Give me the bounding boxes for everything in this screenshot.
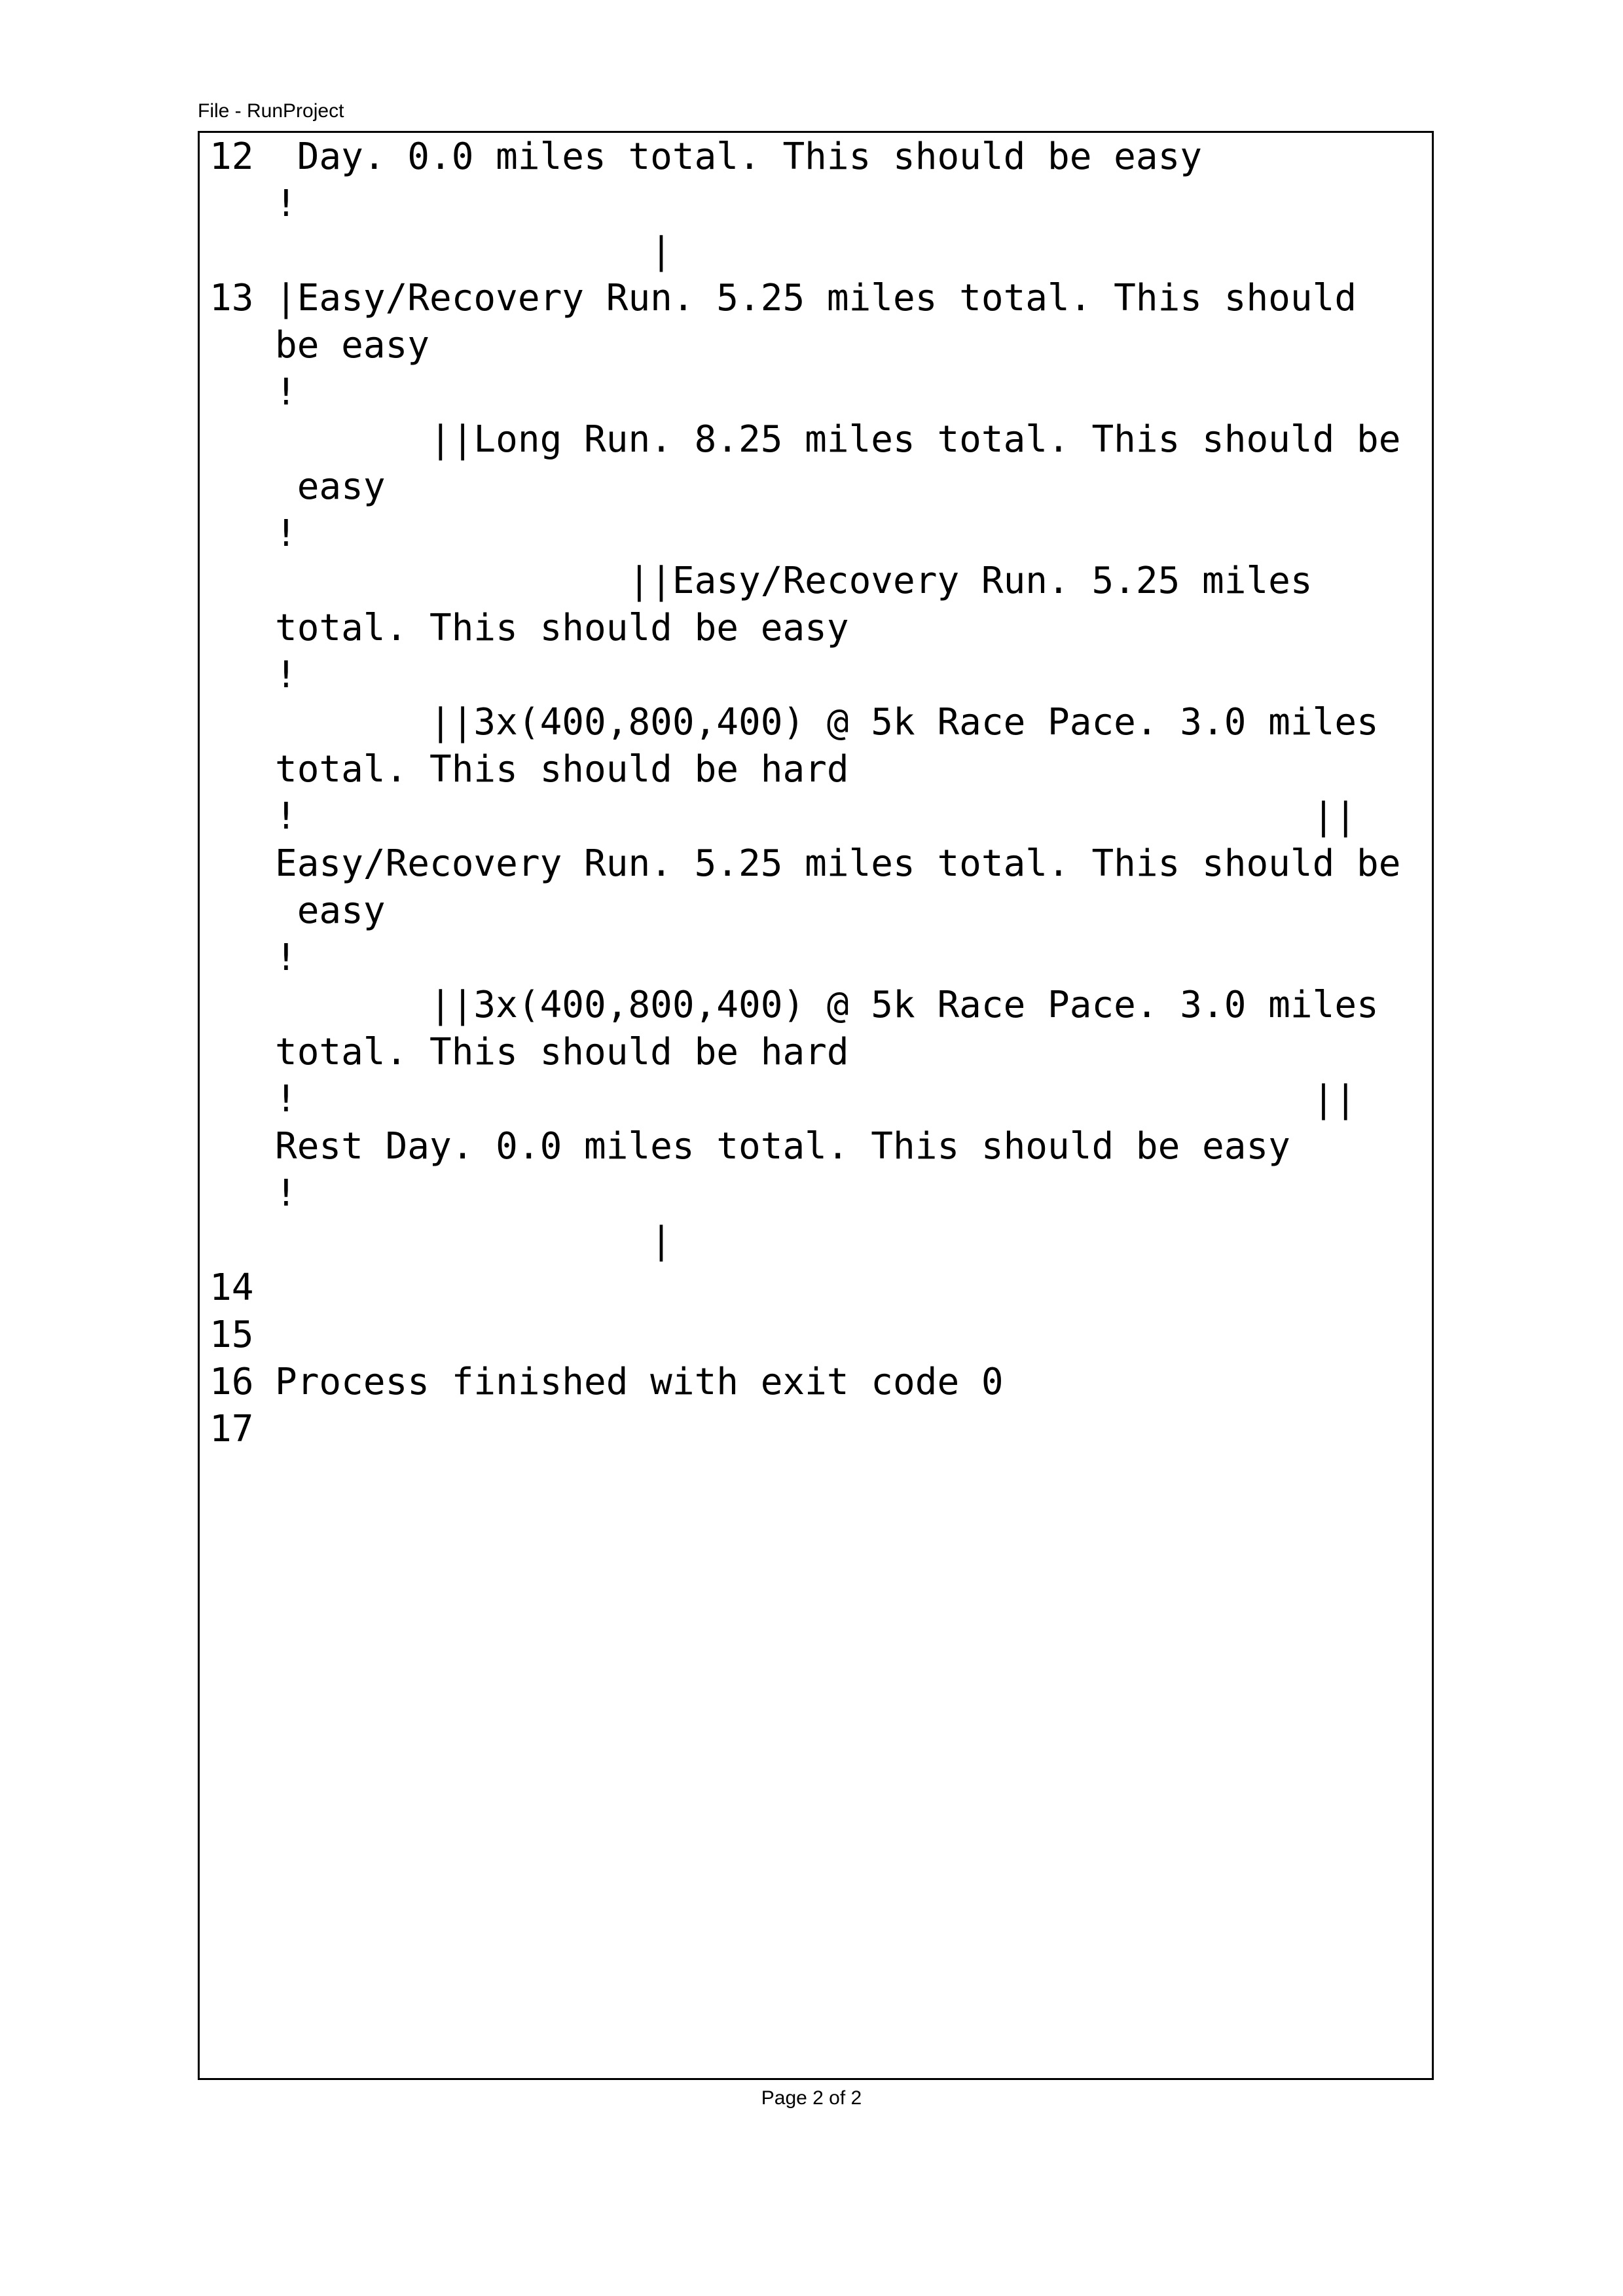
console-line-text: ! || [275,795,1357,838]
console-line-text: ! || [275,1078,1357,1121]
console-line-text: |Easy/Recovery Run. 5.25 miles total. This should [275,277,1357,319]
line-number: 13 [210,277,254,319]
line-number: 14 [210,1266,254,1309]
console-line-text: | [275,230,672,272]
console-line-text: ||Easy/Recovery Run. 5.25 miles [275,560,1313,602]
console-line-text: ! [275,371,297,414]
console-line-text: ! [275,937,297,979]
console-line-text: ! [275,654,297,696]
document-title: File - RunProject [198,100,344,122]
page-number: Page 2 of 2 [761,2087,862,2109]
console-line-text: ! [275,1172,297,1215]
console-line-text: ! [275,512,297,555]
console-line-text: ||3x(400,800,400) @ 5k Race Pace. 3.0 miles [275,701,1379,744]
console-line-text: easy [275,889,386,932]
console-line-text: total. This should be hard [275,1031,849,1073]
console-line-text: be easy [275,324,430,367]
console-line-text: easy [275,465,386,508]
console-line-text: | [275,1219,672,1262]
console-line-text: ||Long Run. 8.25 miles total. This should be [275,418,1401,461]
console-line-text: Rest Day. 0.0 miles total. This should be easy [275,1125,1290,1168]
console-line-text: total. This should be easy [275,607,849,649]
console-line-text: Process finished with exit code 0 [275,1361,1004,1403]
line-number: 16 [210,1361,254,1403]
console-line-text: ||3x(400,800,400) @ 5k Race Pace. 3.0 miles [275,984,1379,1026]
line-number: 12 [210,135,254,178]
console-line-text: total. This should be hard [275,748,849,791]
line-number: 17 [210,1408,254,1450]
console-line-text: Easy/Recovery Run. 5.25 miles total. This should be [275,842,1401,885]
console-line-text: Day. 0.0 miles total. This should be easy [275,135,1203,178]
console-line-text: ! [275,183,297,225]
line-number: 15 [210,1314,254,1356]
